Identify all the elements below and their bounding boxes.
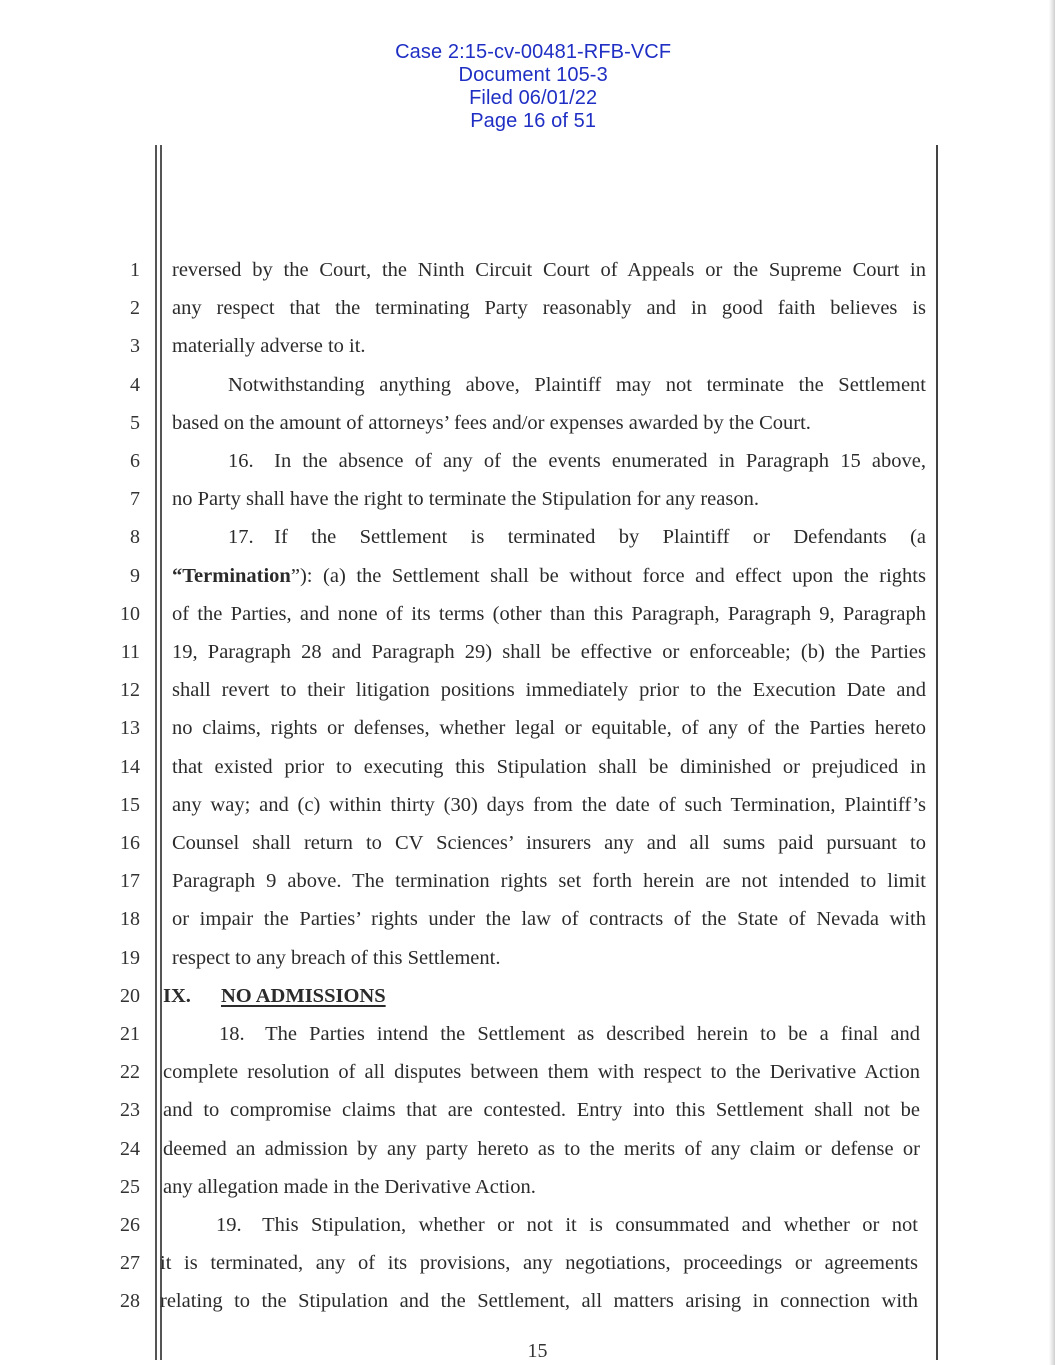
- body-line: shall revert to their litigation positions immediately prior to the Execution Date and: [172, 679, 926, 702]
- body-line: and to compromise claims that are contested. Entry into this Settlement shall not be: [163, 1099, 920, 1122]
- line-number: 24: [120, 1137, 140, 1160]
- body-line: relating to the Stipulation and the Settlement, all matters arising in connection with: [160, 1290, 918, 1313]
- body-line: 19. This Stipulation, whether or not it is consummated and whether or not: [216, 1214, 918, 1236]
- line-number: 11: [120, 641, 140, 663]
- right-margin-rule: [936, 145, 938, 1360]
- line-number: 17: [120, 870, 140, 893]
- body-line: no claims, rights or defenses, whether legal or equitable, of any of the Parties hereto: [172, 717, 926, 740]
- section-heading: [163, 984, 386, 1008]
- line-number: 20: [120, 984, 140, 1007]
- body-line: any respect that the terminating Party reasonably and in good faith believes is: [172, 297, 926, 320]
- left-margin-rule-outer: [155, 145, 157, 1360]
- scan-edge-shadow: [1049, 0, 1055, 1365]
- line-number: 3: [130, 335, 140, 358]
- line-number: 13: [120, 717, 140, 740]
- body-line-text: ”): (a) the Settlement shall be without force and effect upon the rights: [290, 564, 926, 587]
- body-line: based on the amount of attorneys’ fees and/or expenses awarded by the Court.: [172, 411, 811, 434]
- body-line: 18. The Parties intend the Settlement as described herein to be a final and: [219, 1023, 920, 1045]
- body-line: Notwithstanding anything above, Plaintiff may not terminate the Settlement: [228, 373, 926, 396]
- body-line: that existed prior to executing this Stipulation shall be diminished or prejudiced in: [172, 755, 926, 778]
- line-number: 19: [120, 946, 140, 969]
- document-number: Document 105-3: [458, 64, 608, 86]
- line-number: 7: [130, 488, 140, 511]
- body-line: any allegation made in the Derivative Action.: [163, 1175, 536, 1198]
- line-number: 15: [120, 793, 140, 816]
- filed-date: Filed 06/01/22: [469, 87, 598, 109]
- body-line: it is terminated, any of its provisions, any negotiations, proceedings or agreements: [160, 1252, 918, 1275]
- line-number: 23: [120, 1099, 140, 1122]
- body-line: of the Parties, and none of its terms (other than this Paragraph, Paragraph 9, Paragraph: [172, 602, 926, 625]
- line-number: 8: [130, 526, 140, 549]
- line-number: 6: [130, 450, 140, 472]
- page-number: 15: [527, 1340, 548, 1362]
- line-number: 10: [120, 602, 140, 625]
- body-line: 16. In the absence of any of the events enumerated in Paragraph 15 above,: [228, 450, 926, 472]
- line-number: 4: [130, 373, 140, 396]
- ecf-filing-header: [0, 18, 1055, 133]
- line-number: 28: [120, 1290, 140, 1313]
- body-line: complete resolution of all disputes between them with respect to the Derivative Action: [163, 1061, 920, 1084]
- line-number: 18: [120, 908, 140, 931]
- section-title: NO ADMISSIONS: [221, 984, 386, 1007]
- line-number: 9: [130, 564, 140, 587]
- line-number: 14: [120, 755, 140, 778]
- body-line: respect to any breach of this Settlement.: [172, 946, 501, 969]
- defined-term: “Termination: [172, 564, 291, 587]
- body-line: Counsel shall return to CV Sciences’ insurers any and all sums paid pursuant to: [172, 832, 926, 854]
- page-of-total: Page 16 of 51: [470, 110, 597, 132]
- body-line: deemed an admission by any party hereto as to the merits of any claim or defense or: [163, 1137, 920, 1160]
- body-line: reversed by the Court, the Ninth Circuit Court of Appeals or the Supreme Court in: [172, 259, 926, 281]
- line-number: 25: [120, 1175, 140, 1198]
- line-number: 1: [130, 259, 140, 281]
- body-line: or impair the Parties’ rights under the law of contracts of the State of Nevada with: [172, 908, 926, 931]
- line-number: 16: [120, 832, 140, 854]
- body-line: Paragraph 9 above. The termination rights set forth herein are not intended to limit: [172, 870, 926, 893]
- line-number: 5: [130, 411, 140, 434]
- section-number: IX.: [163, 984, 191, 1007]
- body-line: any way; and (c) within thirty (30) days from the date of such Termination, Plaintiff’s: [172, 793, 926, 816]
- line-number: 21: [120, 1023, 140, 1045]
- body-line: [172, 564, 926, 588]
- case-number: Case 2:15-cv-00481-RFB-VCF: [395, 41, 672, 63]
- line-number: 12: [120, 679, 140, 702]
- left-margin-rule-inner: [160, 145, 162, 1360]
- line-number: 27: [120, 1252, 140, 1275]
- line-number: 2: [130, 297, 140, 320]
- body-line: no Party shall have the right to terminate the Stipulation for any reason.: [172, 488, 759, 511]
- line-number: 26: [120, 1214, 140, 1236]
- line-number: 22: [120, 1061, 140, 1084]
- body-line: 17. If the Settlement is terminated by Plaintiff or Defendants (a: [228, 526, 926, 549]
- body-line: materially adverse to it.: [172, 335, 366, 358]
- body-line: 19, Paragraph 28 and Paragraph 29) shall be effective or enforceable; (b) the Parties: [172, 641, 926, 663]
